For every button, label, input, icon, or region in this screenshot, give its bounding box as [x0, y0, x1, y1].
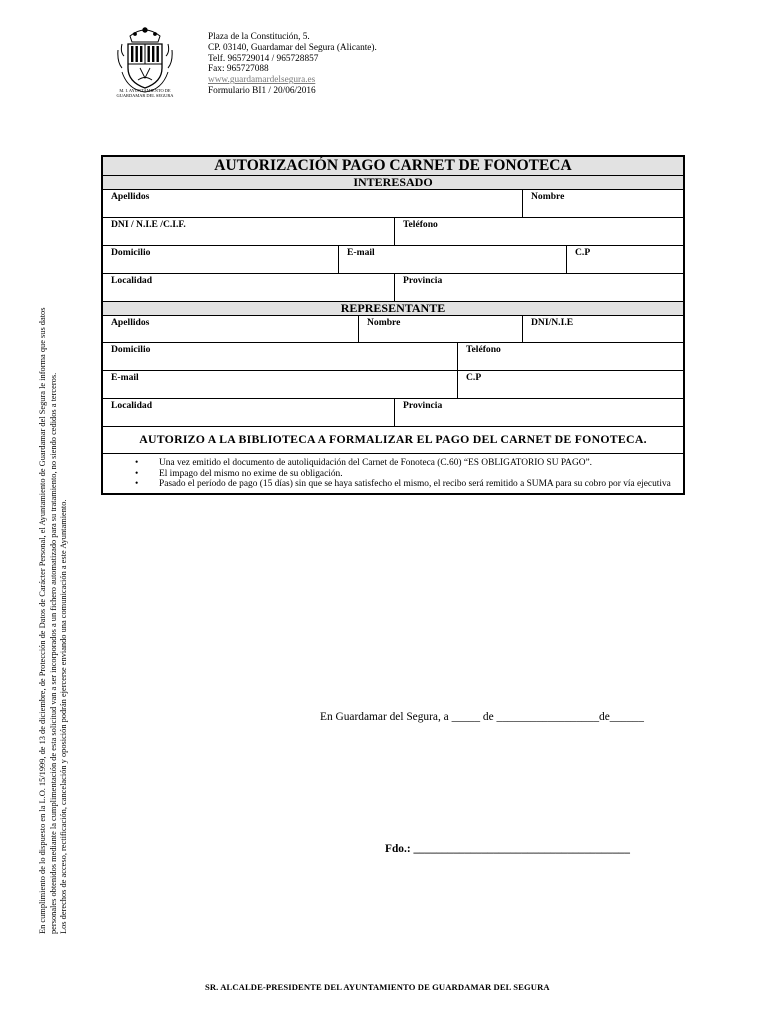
representante-row-names [103, 316, 683, 343]
bullet-icon: • [135, 458, 139, 468]
notice-line-2: personales obtenidos mediante la cumplimentación de esta solicitud van a ser incorporados a un fichero automatizado para su tratamiento, no siendo cedidos a terceros. [48, 372, 58, 934]
representante-nombre-field[interactable]: Nombre [359, 316, 523, 342]
data-protection-notice [38, 174, 70, 934]
website-link[interactable]: www.guardamardelsegura.es [208, 75, 316, 86]
representante-telefono-field[interactable]: Teléfono [466, 344, 501, 355]
notice-line-1: En cumplimiento de lo dispuesto en la L.O. 15/1999, de 13 de diciembre, de Protección de Datos de Carácter Personal, el Ayuntamiento de Guardamar del Segura le informa que sus datos [38, 307, 47, 934]
note-item [135, 458, 673, 469]
logo-caption-line-2: GUARDAMAR DEL SEGURA [116, 93, 174, 99]
bullet-icon: • [135, 468, 139, 479]
footer-recipient: SR. ALCALDE-PRESIDENTE DEL AYUNTAMIENTO DE GUARDAMAR DEL SEGURA [205, 982, 550, 992]
interesado-apellidos-field[interactable]: Apellidos [103, 190, 523, 217]
representante-row-address [103, 343, 683, 371]
interesado-provincia-field[interactable]: Provincia [403, 275, 443, 286]
representante-apellidos-field[interactable]: Apellidos [103, 316, 359, 342]
form-title: AUTORIZACIÓN PAGO CARNET DE FONOTECA [103, 157, 683, 176]
notice-line-3: Los derechos de acceso, rectificación, cancelación y oposición podrán ejercerse enviando una comunicación a este Ayuntamiento. [59, 499, 69, 934]
signature-line[interactable]: Fdo.: ______________________________________ [385, 843, 630, 855]
form-code: Formulario BI1 / 20/06/2016 [208, 85, 316, 96]
interesado-row-names [103, 190, 683, 218]
logo-caption-line-1: M. I. AYUNTAMIENTO DE [119, 88, 171, 93]
address-street: Plaza de la Constitución, 5. [208, 32, 310, 42]
authorization-statement: AUTORIZO A LA BIBLIOTECA A FORMALIZAR EL PAGO DEL CARNET DE FONOTECA. [103, 427, 683, 454]
representante-cp-field[interactable]: C.P [466, 372, 482, 383]
note-item [135, 468, 673, 480]
address-postal: CP. 03140, Guardamar del Segura (Alicante). [208, 42, 377, 53]
interesado-domicilio-field[interactable]: Domicilio [103, 246, 339, 273]
interesado-email-field[interactable]: E-mail [339, 246, 567, 273]
interesado-nombre-field[interactable]: Nombre [531, 191, 565, 202]
representante-domicilio-field[interactable]: Domicilio [103, 343, 458, 370]
interesado-telefono-field[interactable]: Teléfono [403, 219, 438, 230]
representante-provincia-field[interactable]: Provincia [403, 400, 443, 411]
payment-notes [103, 454, 683, 493]
representante-email-field[interactable]: E-mail [103, 371, 458, 398]
interesado-localidad-field[interactable]: Localidad [103, 274, 395, 301]
interesado-cp-field[interactable]: C.P [575, 247, 591, 258]
address-fax: Fax: 965727088 [208, 64, 269, 75]
section-representante: REPRESENTANTE [103, 301, 683, 316]
address-block [208, 32, 377, 97]
logo-caption [104, 88, 186, 98]
address-phone: Telf. 965729014 / 965728857 [208, 53, 319, 64]
note-text: Pasado el período de pago (15 días) sin que se haya satisfecho el mismo, el recibo será remitido a SUMA para su cobro por vía ejecutiva [159, 479, 671, 490]
bullet-icon: • [135, 479, 139, 490]
representante-dni-field[interactable]: DNI/N.I.E [531, 317, 574, 328]
interesado-row-address [103, 246, 683, 274]
note-text: El impago del mismo no exime de su obligación. [159, 468, 343, 479]
section-interesado: INTERESADO [103, 176, 683, 190]
note-item [135, 479, 673, 490]
representante-row-contact [103, 371, 683, 399]
authorization-form [101, 155, 685, 495]
representante-localidad-field[interactable]: Localidad [103, 399, 395, 426]
place-date-line[interactable]: En Guardamar del Segura, a _____ de __________________de______ [320, 711, 644, 723]
interesado-row-id [103, 218, 683, 246]
interesado-dni-field[interactable]: DNI / N.I.E /C.I.F. [103, 218, 395, 245]
interesado-row-location [103, 274, 683, 301]
note-text: Una vez emitido el documento de autoliquidación del Carnet de Fonoteca (C.60) “ES OBLIGATORIO SU PAGO”. [159, 458, 592, 468]
representante-row-location [103, 399, 683, 427]
